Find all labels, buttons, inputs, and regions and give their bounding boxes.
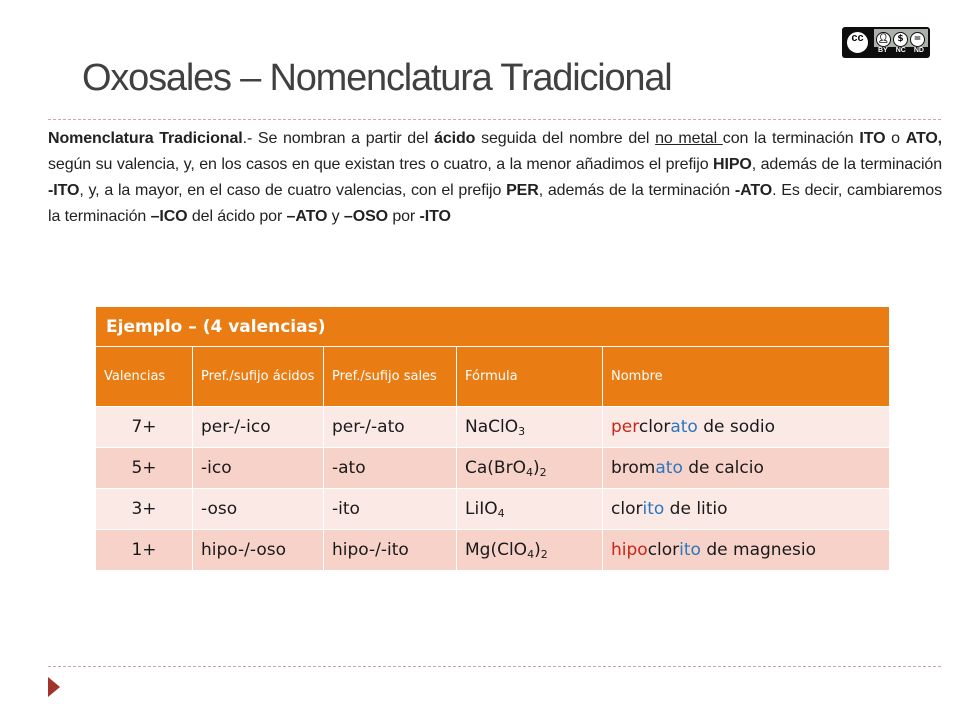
formula-subscript: 4	[527, 547, 535, 561]
header-pref-acidos: Pref./sufijo ácidos	[193, 347, 324, 407]
formula-text: )	[532, 457, 540, 478]
cc-icon-strip	[874, 29, 928, 47]
example-table	[96, 307, 889, 570]
cell-sal: -ito	[324, 489, 457, 530]
header-valencias: Valencias	[96, 347, 193, 407]
cell-nombre	[603, 407, 890, 448]
intro-bold-text: PER	[506, 182, 539, 199]
cc-logo-icon	[845, 30, 870, 55]
cell-valencia: 7+	[96, 407, 193, 448]
formula-subscript: 4	[497, 506, 505, 520]
intro-text: , y, a la mayor, en el caso de cuatro valencias, con el prefijo	[79, 182, 507, 199]
cc-license-labels	[874, 47, 928, 54]
intro-bold-text: ATO,	[905, 130, 943, 147]
cell-acido: hipo-/-oso	[193, 530, 324, 571]
top-divider	[48, 119, 941, 120]
name-text: de calcio	[682, 458, 764, 478]
table-row	[96, 448, 889, 489]
table-row	[96, 489, 889, 530]
formula-text: )	[534, 539, 541, 560]
intro-bold-text: –ICO	[150, 208, 188, 225]
cc-logo-text: cc	[851, 32, 864, 44]
name-text: de magnesio	[700, 540, 817, 560]
intro-bold-text: –ATO	[286, 208, 328, 225]
table-caption-row	[96, 307, 889, 347]
noderivatives-icon: =	[910, 32, 925, 47]
name-text: clor	[611, 499, 643, 519]
intro-text: , además de la terminación	[538, 182, 735, 199]
intro-text: y	[327, 208, 344, 225]
intro-text: seguida del nombre del	[475, 130, 656, 147]
table-row	[96, 530, 889, 571]
header-pref-sales: Pref./sufijo sales	[324, 347, 457, 407]
intro-bold-text: HIPO	[713, 156, 752, 173]
intro-paragraph	[48, 126, 942, 230]
name-text: de litio	[664, 499, 728, 519]
formula-subscript: 3	[518, 424, 526, 438]
formula-text: Ca(BrO	[465, 457, 526, 478]
name-text: clor	[638, 417, 671, 437]
intro-bold-text: -ITO	[419, 208, 451, 225]
name-suffix: ato	[655, 458, 683, 478]
header-formula: Fórmula	[457, 347, 603, 407]
cell-formula	[457, 489, 603, 530]
cell-formula	[457, 530, 603, 571]
next-arrow-icon[interactable]	[48, 677, 60, 697]
intro-bold-text: -ATO	[734, 182, 773, 199]
cc-label-by: BY	[878, 47, 888, 54]
intro-text: por	[387, 208, 420, 225]
name-text: brom	[611, 458, 656, 478]
cell-nombre	[603, 489, 890, 530]
formula-text: NaClO	[465, 416, 519, 437]
name-text: clor	[647, 540, 680, 560]
name-text: de sodio	[697, 417, 776, 437]
slide-title: Oxosales – Nomenclatura Tradicional	[82, 57, 672, 99]
bottom-divider	[48, 666, 941, 667]
cc-label-nd: ND	[913, 47, 924, 54]
intro-underlined-text: no metal	[655, 130, 723, 147]
table-header-row	[96, 347, 889, 407]
name-prefix: per	[611, 417, 639, 437]
name-suffix: ato	[670, 417, 698, 437]
cell-acido: -ico	[193, 448, 324, 489]
intro-text: con la terminación	[722, 130, 860, 147]
cell-nombre	[603, 448, 890, 489]
formula-subscript: 4	[525, 465, 533, 479]
intro-text: , además de la terminación	[751, 156, 942, 173]
formula-subscript: 2	[540, 547, 548, 561]
cc-label-nc: NC	[895, 47, 906, 54]
cell-valencia: 5+	[96, 448, 193, 489]
intro-bold-text: Nomenclatura Tradicional	[48, 130, 243, 147]
intro-text: .- Se nombran a partir del	[242, 130, 435, 147]
name-prefix: hipo	[611, 540, 648, 560]
noncommercial-icon: $	[893, 32, 908, 47]
intro-bold-text: –OSO	[343, 208, 388, 225]
cell-valencia: 1+	[96, 530, 193, 571]
intro-text: del ácido por	[187, 208, 287, 225]
intro-text: según su valencia, y, en los casos en que existan tres o cuatro, a la menor añadimos el prefijo	[48, 156, 714, 173]
cell-valencia: 3+	[96, 489, 193, 530]
intro-bold-text: ácido	[434, 130, 476, 147]
formula-text: LiIO	[465, 498, 498, 519]
formula-subscript: 2	[539, 465, 547, 479]
header-nombre: Nombre	[603, 347, 890, 407]
cell-acido: -oso	[193, 489, 324, 530]
cell-sal: hipo-/-ito	[324, 530, 457, 571]
cell-formula	[457, 448, 603, 489]
intro-bold-text: ITO	[859, 130, 886, 147]
formula-text: Mg(ClO	[465, 539, 528, 560]
name-suffix: ito	[642, 499, 665, 519]
attribution-person-icon: 👤︎	[876, 32, 891, 47]
cell-formula	[457, 407, 603, 448]
cell-acido: per-/-ico	[193, 407, 324, 448]
cell-nombre	[603, 530, 890, 571]
creative-commons-license-badge[interactable]	[842, 27, 930, 58]
intro-bold-text: -ITO	[48, 182, 80, 199]
intro-text: . Es decir, cambiaremos la terminación	[48, 182, 942, 225]
intro-text: o	[885, 130, 906, 147]
cell-sal: per-/-ato	[324, 407, 457, 448]
table-row	[96, 407, 889, 448]
cell-sal: -ato	[324, 448, 457, 489]
table-caption: Ejemplo – (4 valencias)	[96, 307, 889, 347]
name-suffix: ito	[679, 540, 701, 560]
